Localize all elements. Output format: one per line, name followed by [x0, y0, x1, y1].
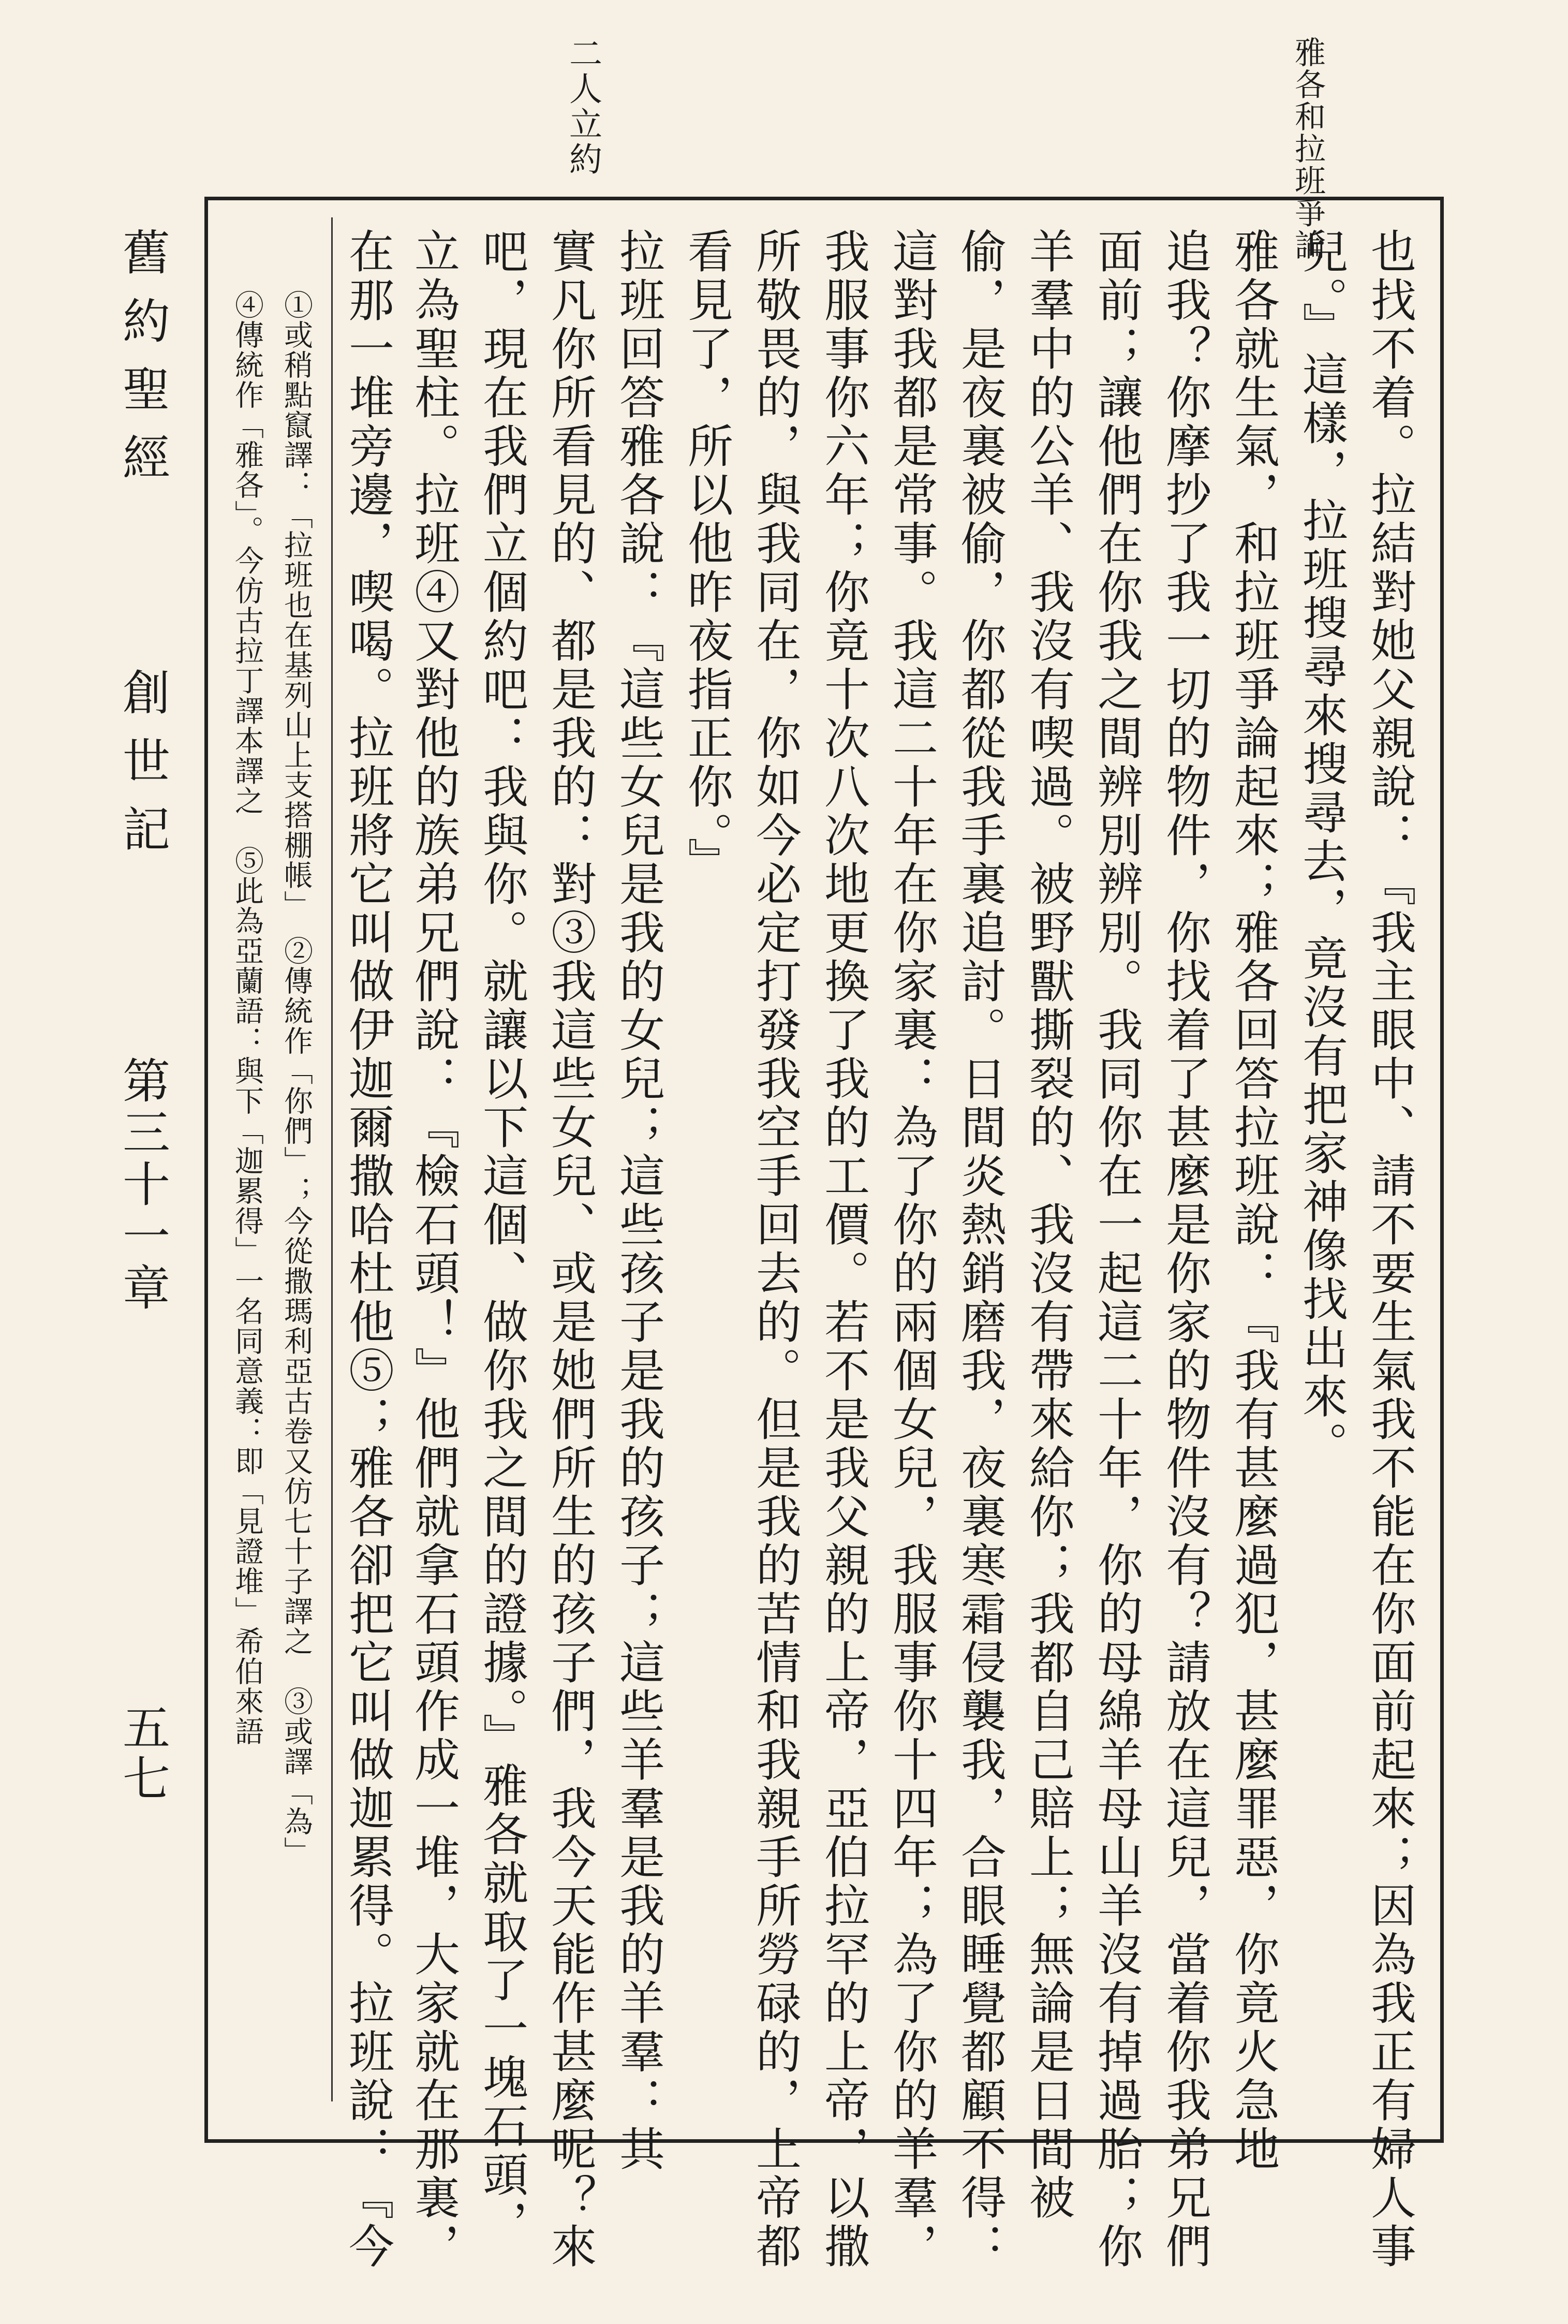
- running-head: [98, 228, 186, 2117]
- body-text-column: 追我？你摩抄了我一切的物件，你找着了甚麼是你家的物件沒有？請放在這兒，當着你我弟兄們: [1159, 228, 1212, 2271]
- body-text-column: 雅各就生氣，和拉班爭論起來；雅各回答拉班說：『我有甚麼過犯，甚麼罪惡，你竟火急地: [1227, 228, 1280, 2174]
- page-number: 五七: [115, 1703, 170, 1804]
- body-text-column: 立為聖柱。拉班④又對他的族弟兄們說：『檢石頭！』他們就拿石頭作成一堆，大家就在那裏，: [407, 228, 461, 2271]
- footnote-line: ①或稍點竄譯：「拉班也在基列山上支搭棚帳」 ②傳統作「你們」；今從撒瑪利亞古卷又仿七十子譯之 ③或譯「為」: [279, 290, 313, 1866]
- body-text-column: 羊羣中的公羊、我沒有喫過。被野獸撕裂的、我沒有帶來給你；我都自己賠上；無論是日間被: [1022, 228, 1075, 2223]
- body-text-column: 在那一堆旁邊，喫喝。拉班將它叫做伊迦爾撒哈杜他⑤；雅各卻把它叫做迦累得。拉班說：『今: [342, 228, 395, 2271]
- body-text-column: 拉班回答雅各說：『這些女兒是我的女兒；這些孩子是我的孩子；這些羊羣是我的羊羣：其: [612, 228, 665, 2174]
- margin-gloss: 二人立約: [564, 36, 602, 177]
- body-text-column: 這對我都是常事。我這二十年在你家裏：為了你的兩個女兒，我服事你十四年；為了你的羊羣，: [885, 228, 939, 2271]
- body-text-column: 所敬畏的，與我同在，你如今必定打發我空手回去的。但是我的苦情和我親手所勞碌的，上帝都: [749, 228, 802, 2271]
- body-text-column: 實凡你所看見的、都是我的：對③我這些女兒、或是她們所生的孩子們，我今天能作甚麼呢？來: [544, 228, 597, 2271]
- body-text-column: 兒。』這樣，拉班搜尋來搜尋去，竟沒有把家神像找出來。: [1295, 228, 1349, 1470]
- book-title: 舊約聖經: [115, 228, 170, 501]
- body-text-column: 面前；讓他們在你我之間辨別辨別。我同你在一起這二十年，你的母綿羊母山羊沒有掉過胎；你: [1090, 228, 1144, 2271]
- body-text-column: 也找不着。拉結對她父親說：『我主眼中、請不要生氣我不能在你面前起來；因為我正有婦人事: [1364, 228, 1417, 2271]
- body-text-column: 看見了，所以他昨夜指正你。』: [681, 228, 734, 886]
- body-text-column: 吧，現在我們立個約吧：我與你。就讓以下這個、做你我之間的證據。』雅各就取了一塊石頭，: [476, 228, 529, 2248]
- footnote-divider: [331, 217, 333, 2101]
- book-name: 創世記: [115, 668, 170, 873]
- footnote-line: ④傳統作「雅各」。今仿古拉丁譯本譯之 ⑤此為亞蘭語：與下「迦累得」一名同意義：即「見證堆」希伯來語: [230, 290, 264, 1746]
- body-text-column: 我服事你六年；你竟十次八次地更換了我的工價。若不是我父親的上帝，亞伯拉罕的上帝，以撒: [817, 228, 870, 2271]
- chapter-label: 第三十一章: [115, 1056, 170, 1315]
- body-text-column: 偷，是夜裏被偷，你都從我手裏追討。日間炎熱銷磨我，夜裏寒霜侵襲我，合眼睡覺都顧不得：: [954, 228, 1007, 2271]
- section-title: 雅各和拉班爭論: [1290, 36, 1326, 261]
